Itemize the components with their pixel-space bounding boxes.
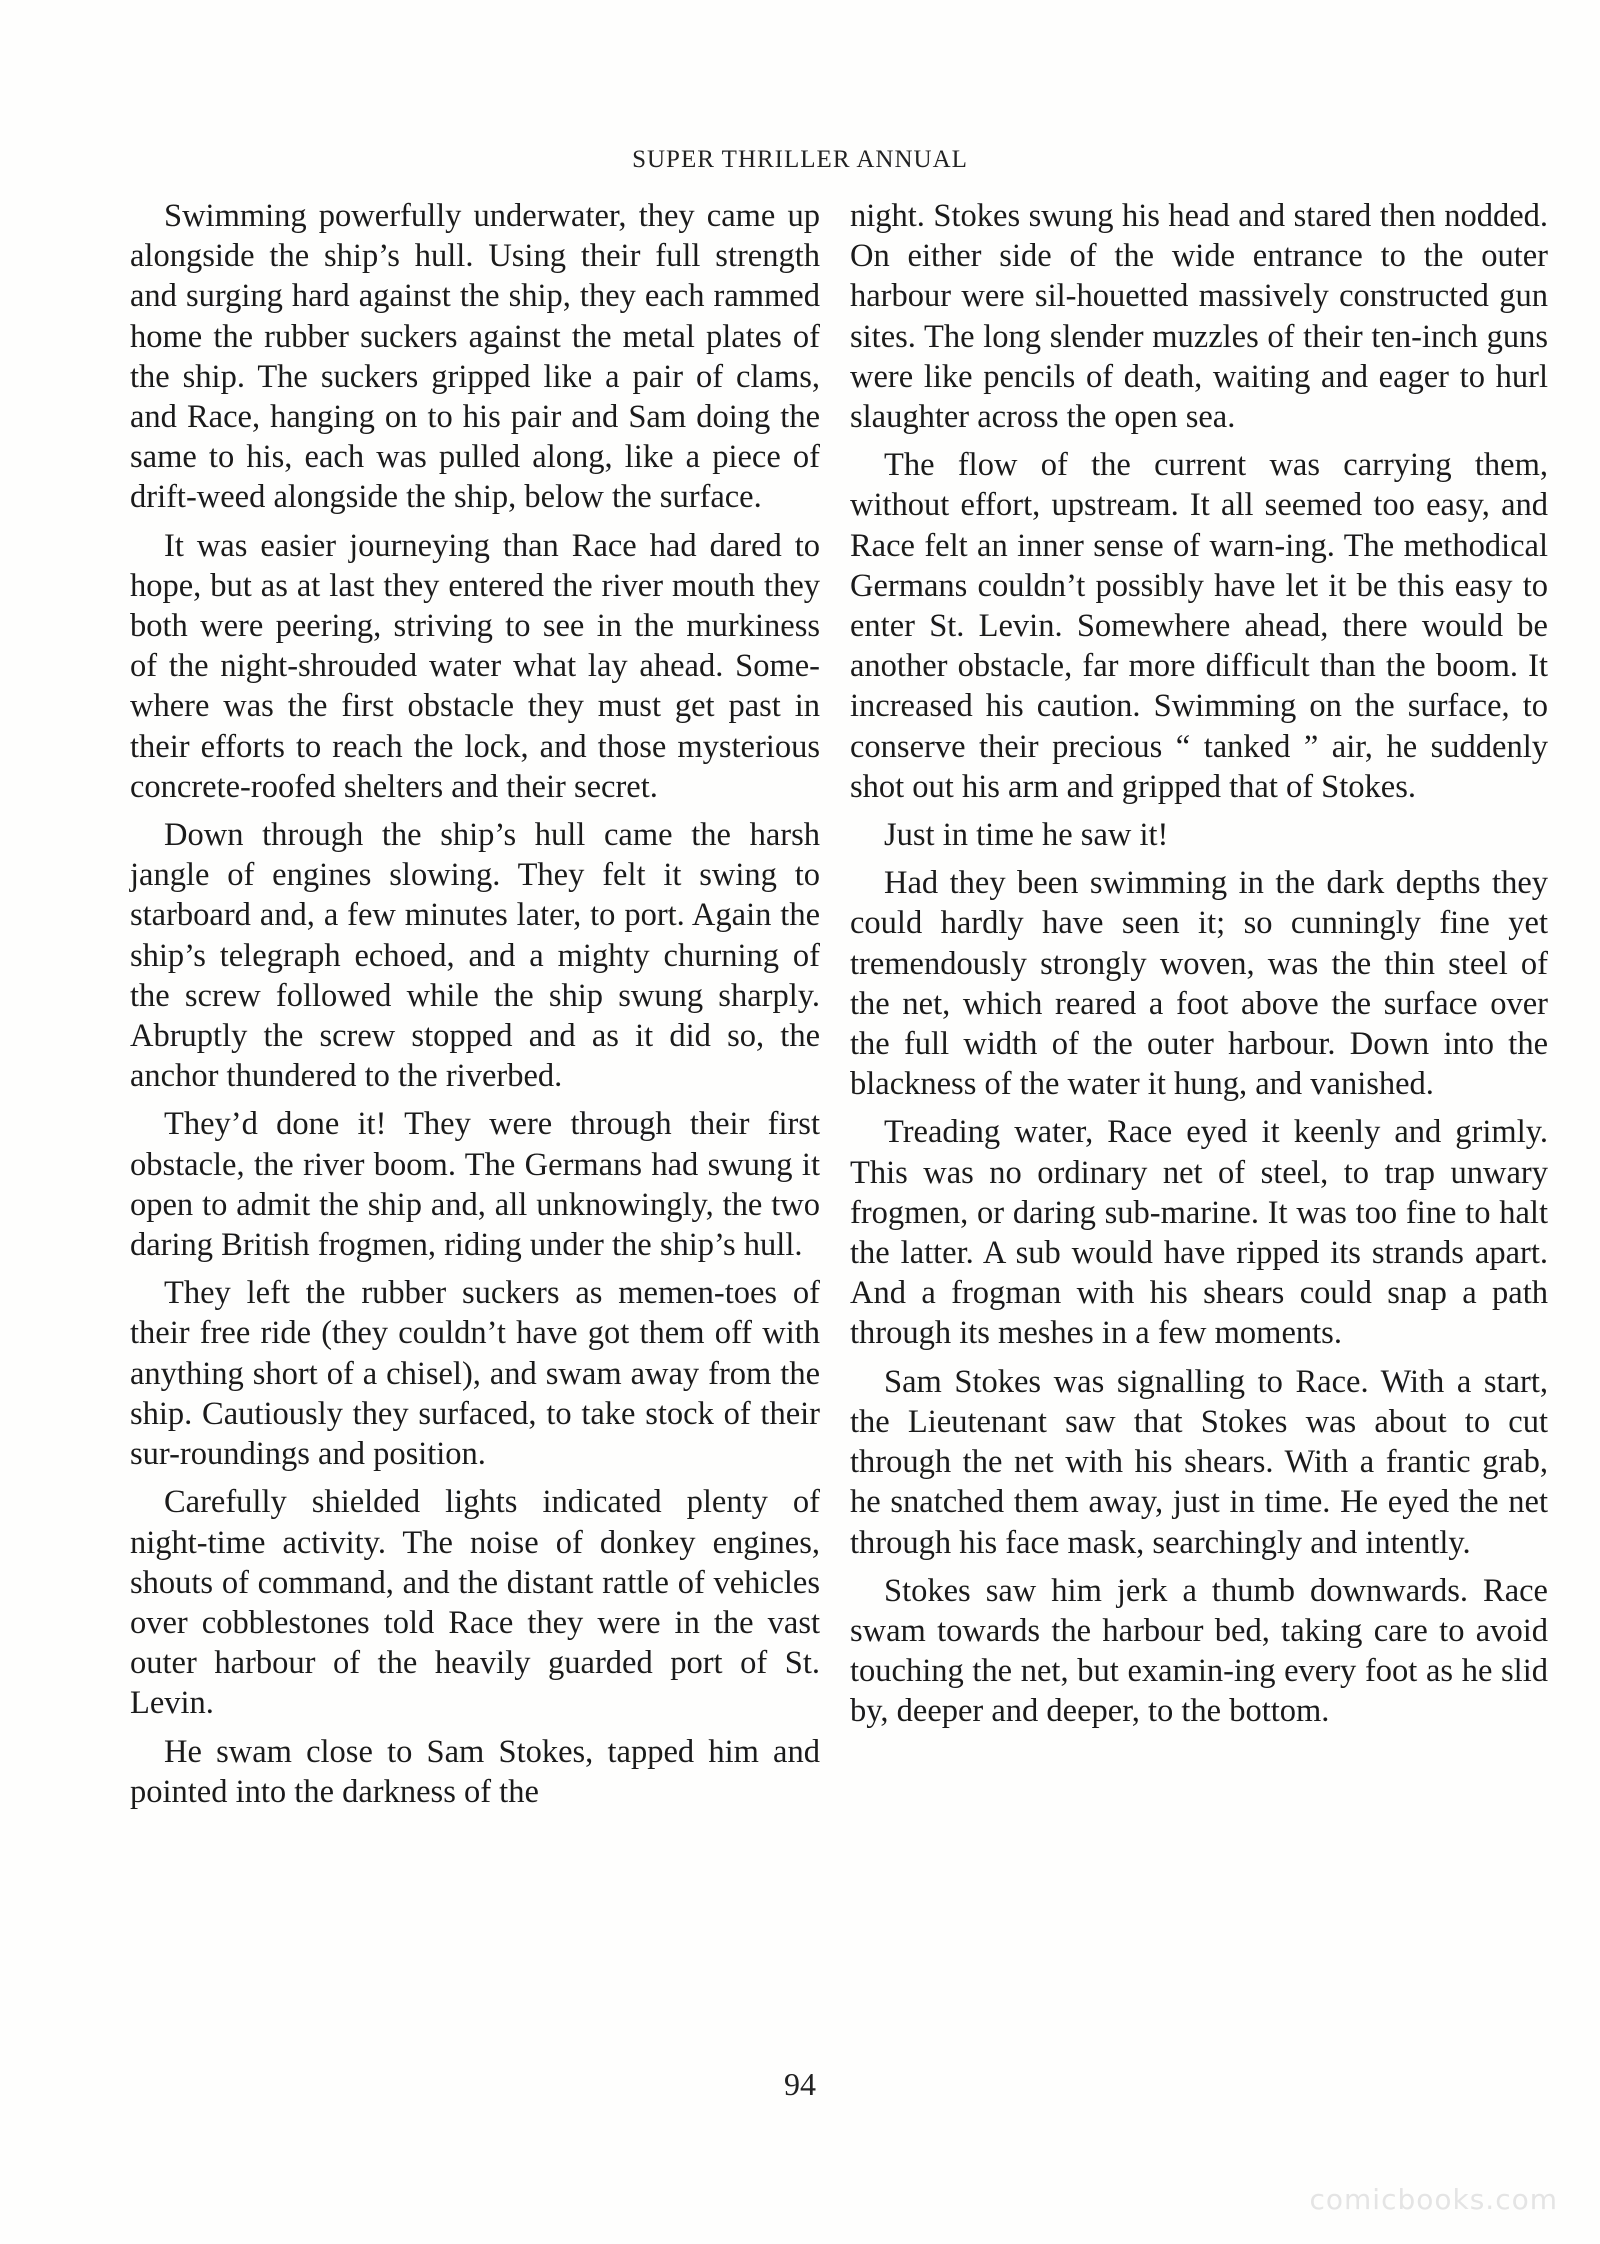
paragraph: Stokes saw him jerk a thumb downwards. Race swam towards the harbour bed, taking care to avoid touching the net, but examin-ing every foot as he slid by, deeper and deeper, to the bottom. <box>850 1572 1548 1730</box>
paragraph: Just in time he saw it! <box>884 817 1169 854</box>
paragraph: They left the rubber suckers as memen-toes of their free ride (they couldn’t have got them off with anything short of a chisel), and swam away from the ship. Cautiously they surfaced, to take stock of their sur-roundings and position. <box>130 1275 820 1473</box>
paragraph: Carefully shielded lights indicated plenty of night-time activity. The noise of donkey engines, shouts of command, and the distant rattle of vehicles over cobblestones told Race they were in the vast outer harbour of the heavily guarded port of St. Levin. <box>130 1484 820 1722</box>
paragraph: Swimming powerfully underwater, they came up alongside the ship’s hull. Using their full strength and surging hard against the ship, they each rammed home the rubber suckers against the metal plates of the ship. The suckers gripped like a pair of clams, and Race, hanging on to his pair and Sam doing the same to his, each was pulled along, like a piece of drift-weed alongside the ship, below the surface. <box>130 198 820 516</box>
left-column <box>130 196 820 1820</box>
watermark: comicbooks.com <box>1309 2183 1558 2216</box>
paragraph: They’d done it! They were through their first obstacle, the river boom. The Germans had swung it open to admit the ship and, all unknowingly, the two daring British frogmen, riding under the ship’s hull. <box>130 1106 820 1264</box>
page-number: 94 <box>784 2066 816 2102</box>
right-column <box>850 196 1548 1740</box>
paragraph: It was easier journeying than Race had dared to hope, but as at last they entered the river mouth they both were peering, striving to see in the murkiness of the night-shrouded water what lay ahead. Some-where was the first obstacle they must get past in their efforts to reach the lock, and those mysterious concrete-roofed shelters and their secret. <box>130 527 820 805</box>
running-header: SUPER THRILLER ANNUAL <box>632 146 968 173</box>
continued-paragraph: night. Stokes swung his head and stared then nodded. On either side of the wide entrance to the outer harbour were sil-houetted massively constructed gun sites. The long slender muzzles of their ten-inch guns were like pencils of death, waiting and eager to hurl slaughter across the open sea. <box>850 198 1548 436</box>
paragraph: Treading water, Race eyed it keenly and grimly. This was no ordinary net of steel, to trap unwary frogmen, or daring sub-marine. It was too fine to halt the latter. A sub would have ripped its strands apart. And a frogman with his shears could snap a path through its meshes in a few moments. <box>850 1114 1548 1352</box>
paragraph: Sam Stokes was signalling to Race. With a start, the Lieutenant saw that Stokes was about to cut through the net with his shears. With a frantic grab, he snatched them away, just in time. He eyed the net through his face mask, searchingly and intently. <box>850 1363 1548 1561</box>
paragraph: Had they been swimming in the dark depths they could hardly have seen it; so cunningly fine yet tremendously strongly woven, was the thin steel of the net, which reared a foot above the surface over the full width of the outer harbour. Down into the blackness of the water it hung, and vanished. <box>850 865 1548 1103</box>
paragraph: The flow of the current was carrying them, without effort, upstream. It all seemed too easy, and Race felt an inner sense of warn-ing. The methodical Germans couldn’t possibly have let it be this easy to enter St. Levin. Somewhere ahead, there would be another obstacle, far more difficult than the boom. It increased his caution. Swimming on the surface, to conserve their precious “ tanked ” air, he suddenly shot out his arm and gripped that of Stokes. <box>850 447 1548 805</box>
paragraph: He swam close to Sam Stokes, tapped him and pointed into the darkness of the <box>130 1733 820 1810</box>
paragraph: Down through the ship’s hull came the harsh jangle of engines slowing. They felt it swing to starboard and, a few minutes later, to port. Again the ship’s telegraph echoed, and a mighty churning of the screw followed while the ship swung sharply. Abruptly the screw stopped and as it did so, the anchor thundered to the riverbed. <box>130 817 820 1095</box>
